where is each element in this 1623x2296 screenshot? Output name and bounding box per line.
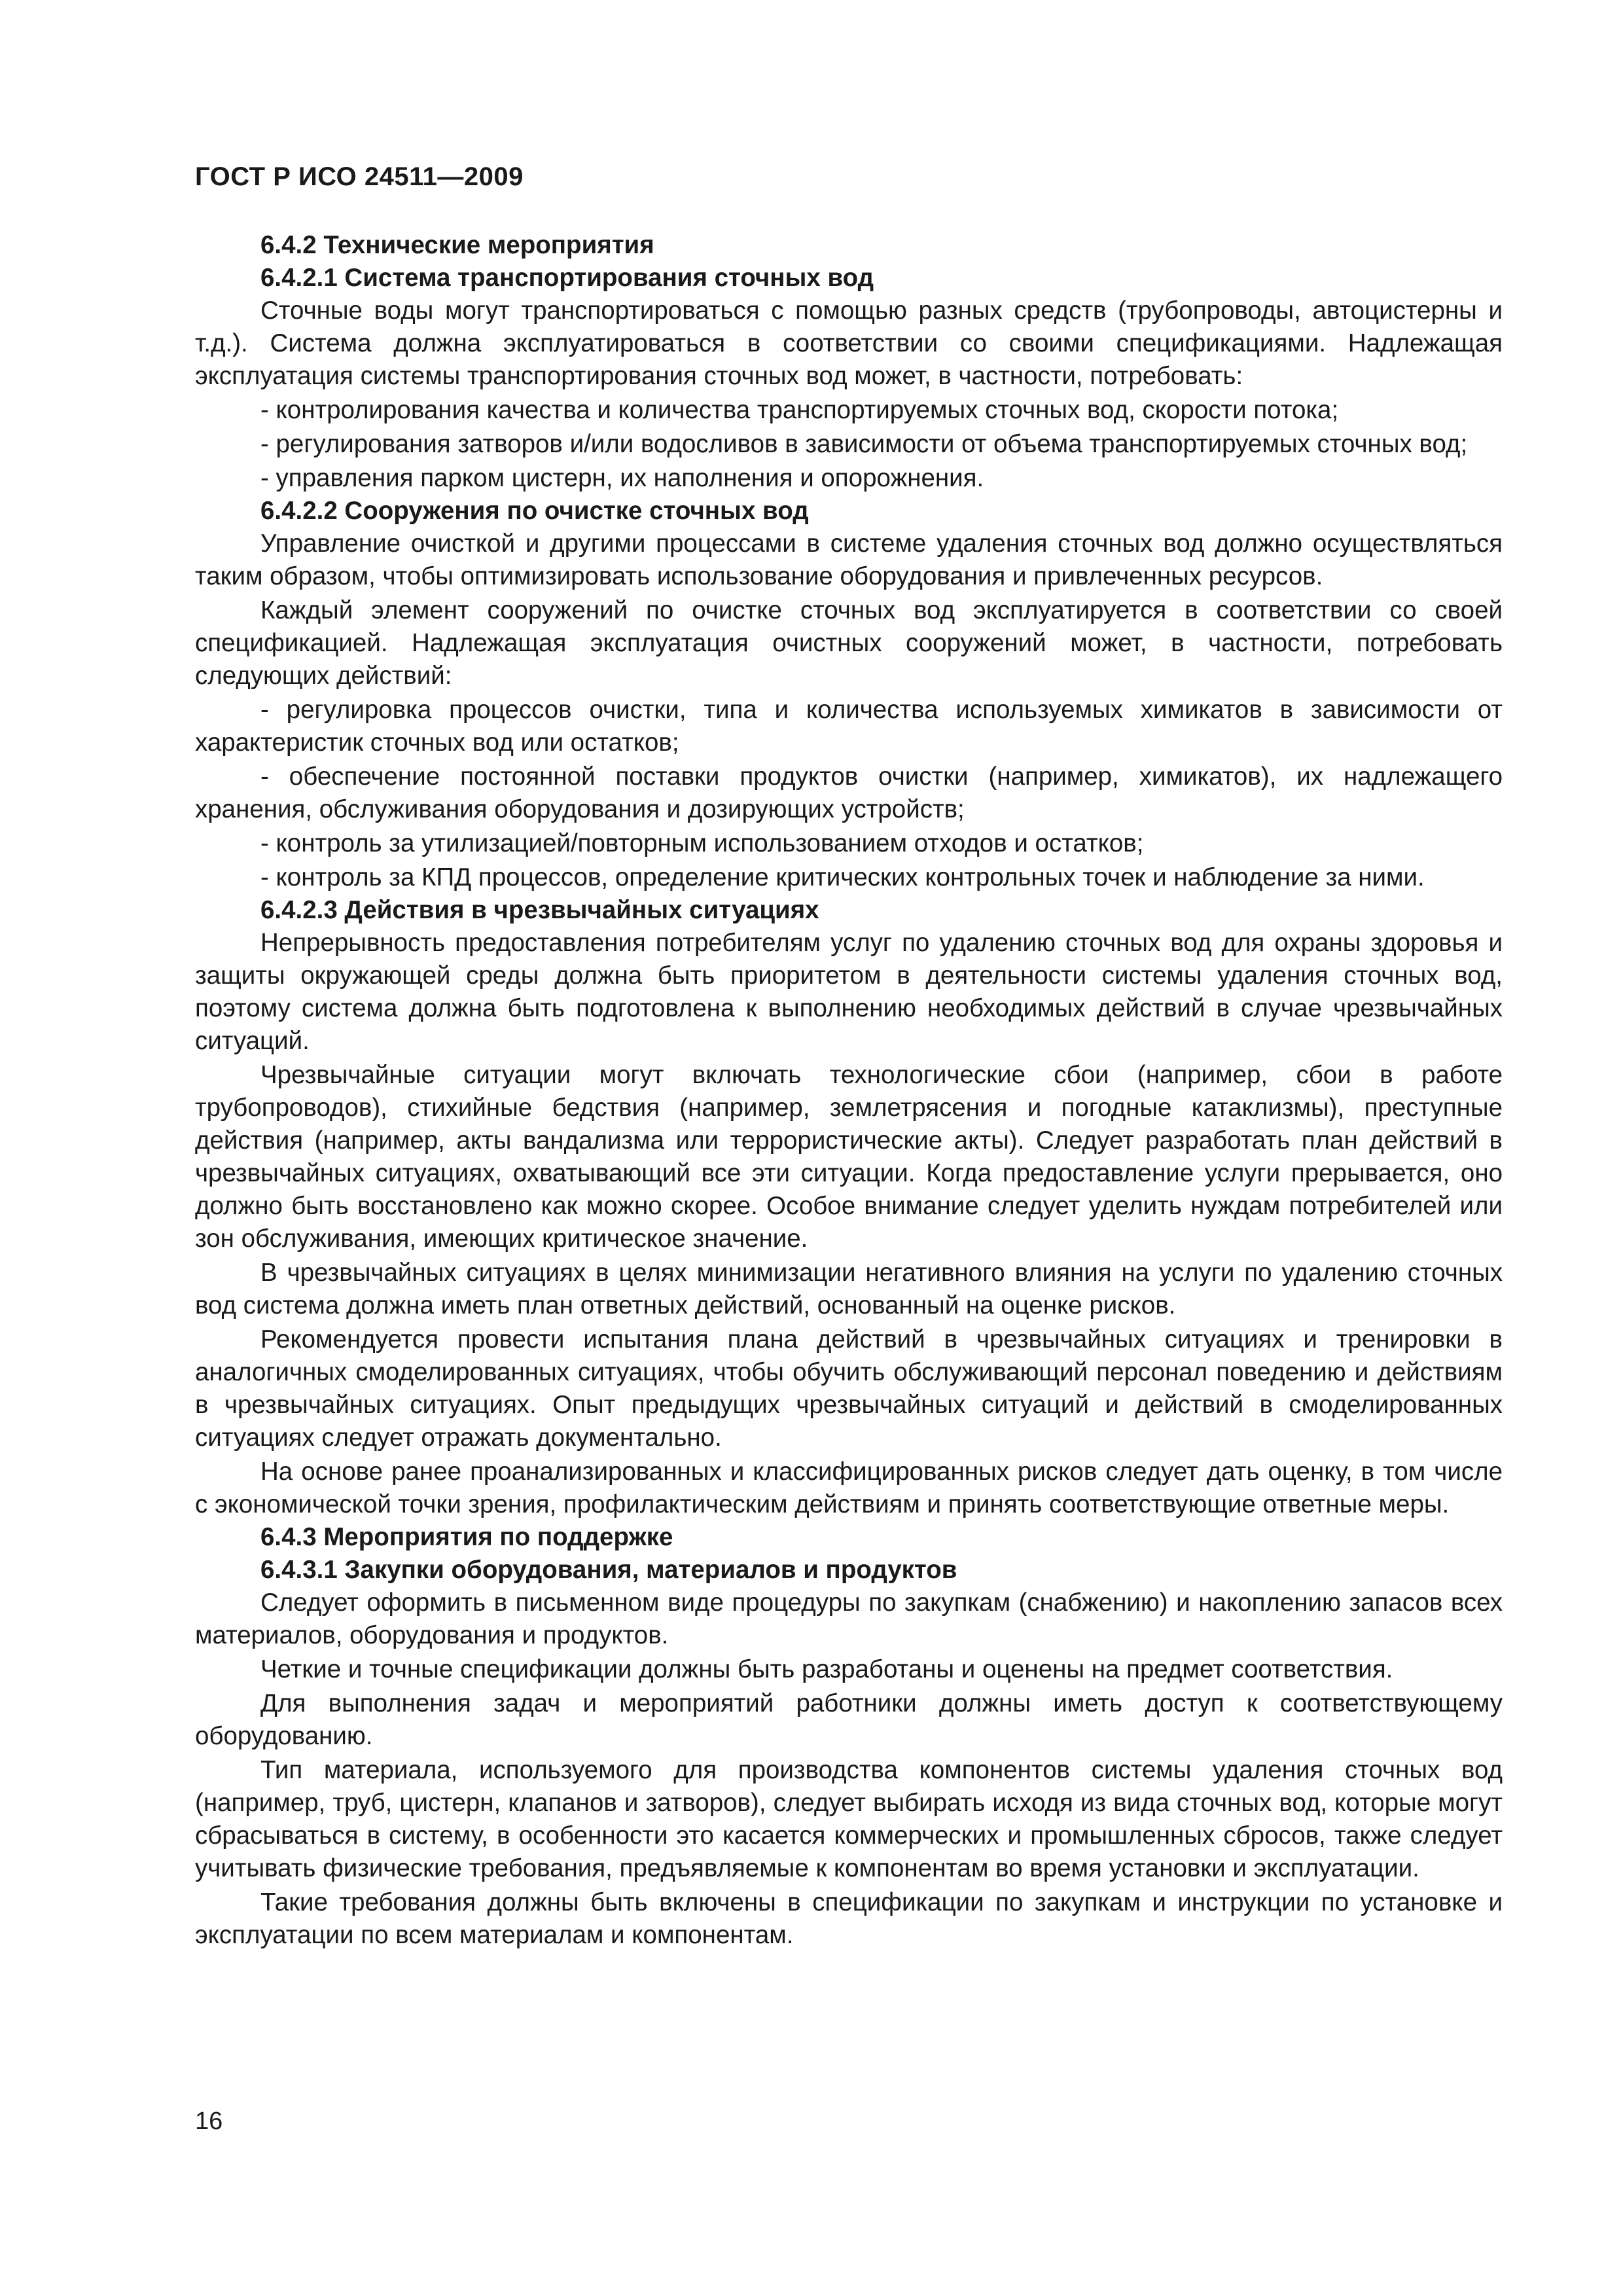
paragraph: Четкие и точные спецификации должны быть разработаны и оценены на предмет соответствия. [260, 1655, 1393, 1683]
list-item: - обеспечение постоянной поставки продуктов очистки (например, химикатов), их надлежащего хранения, обслуживания оборудования и дозирующих устройств; [195, 762, 1503, 823]
section-heading: 6.4.2.2 Сооружения по очистке сточных вод [260, 497, 809, 525]
paragraph: Непрерывность предоставления потребителям услуг по удалению сточных вод для охраны здоровья и защиты окружающей среды должна быть приоритетом в деятельности системы удаления сточных вод, поэтому система должна быть подготовлена к выполнению необходимых действий в случае чрезвычайных ситуаций. [195, 929, 1503, 1055]
section-heading: 6.4.3.1 Закупки оборудования, материалов и продуктов [260, 1556, 957, 1584]
list-item: - контроль за утилизацией/повторным использованием отходов и остатков; [260, 829, 1144, 857]
section-heading: 6.4.2 Технические мероприятия [260, 231, 654, 259]
paragraph: Чрезвычайные ситуации могут включать технологические сбои (например, сбои в работе трубопроводов), стихийные бедствия (например, землетрясения и погодные катаклизмы), преступные действия (например, акты вандализма или террористические акты). Следует разработать план действий в чрезвычайных ситуациях, охватывающий все эти ситуации. Когда предоставление услуги прерывается, оно должно быть восстановлено как можно скорее. Особое внимание следует уделить нуждам потребителей или зон обслуживания, имеющих критическое значение. [195, 1061, 1503, 1253]
list-item: - регулирования затворов и/или водосливов в зависимости от объема транспортируемых сточных вод; [260, 430, 1468, 458]
paragraph: Тип материала, используемого для производства компонентов системы удаления сточных вод (например, труб, цистерн, клапанов и затворов), следует выбирать исходя из вида сточных вод, которые могут сбрасываться в систему, в особенности это касается коммерческих и промышленных сбросов, также следует учитывать физические требования, предъявляемые к компонентам во время установки и эксплуатации. [195, 1756, 1503, 1882]
list-item: - регулировка процессов очистки, типа и количества используемых химикатов в зависимости от характеристик сточных вод или остатков; [195, 696, 1503, 757]
section-heading: 6.4.2.1 Система транспортирования сточных вод [260, 264, 874, 292]
section-heading: 6.4.2.3 Действия в чрезвычайных ситуациях [260, 896, 819, 924]
section-heading: 6.4.3 Мероприятия по поддержке [260, 1523, 673, 1551]
paragraph: Сточные воды могут транспортироваться с помощью разных средств (трубопроводы, автоцистерны и т.д.). Система должна эксплуатироваться в соответствии со своими спецификациями. Надлежащая эксплуатация системы транспортирования сточных вод может, в частности, потребовать: [195, 296, 1503, 390]
paragraph: Следует оформить в письменном виде процедуры по закупкам (снабжению) и накоплению запасов всех материалов, оборудования и продуктов. [195, 1588, 1503, 1649]
document-body [195, 229, 1503, 1952]
paragraph: Каждый элемент сооружений по очистке сточных вод эксплуатируется в соответствии со своей спецификацией. Надлежащая эксплуатация очистных сооружений может, в частности, потребовать следующих действий: [195, 596, 1503, 690]
paragraph: В чрезвычайных ситуациях в целях минимизации негативного влияния на услуги по удалению сточных вод система должна иметь план ответных действий, основанный на оценке рисков. [195, 1259, 1503, 1319]
paragraph: Управление очисткой и другими процессами в системе удаления сточных вод должно осуществляться таким образом, чтобы оптимизировать использование оборудования и привлеченных ресурсов. [195, 529, 1503, 590]
paragraph: Такие требования должны быть включены в спецификации по закупкам и инструкции по установке и эксплуатации по всем материалам и компонентам. [195, 1888, 1503, 1949]
page-number: 16 [195, 2108, 223, 2135]
paragraph: Для выполнения задач и мероприятий работники должны иметь доступ к соответствующему оборудованию. [195, 1689, 1503, 1750]
paragraph: Рекомендуется провести испытания плана действий в чрезвычайных ситуациях и тренировки в аналогичных смоделированных ситуациях, чтобы обучить обслуживающий персонал поведению и действиям в чрезвычайных ситуациях. Опыт предыдущих чрезвычайных ситуаций и действий в смоделированных ситуациях следует отражать документально. [195, 1325, 1503, 1452]
list-item: - контроль за КПД процессов, определение критических контрольных точек и наблюдение за ними. [260, 863, 1425, 891]
document-header-code: ГОСТ Р ИСО 24511—2009 [195, 162, 524, 191]
list-item: - контролирования качества и количества транспортируемых сточных вод, скорости потока; [260, 396, 1339, 424]
paragraph: На основе ранее проанализированных и классифицированных рисков следует дать оценку, в том числе с экономической точки зрения, профилактическим действиям и принять соответствующие ответные меры. [195, 1458, 1503, 1518]
list-item: - управления парком цистерн, их наполнения и опорожнения. [260, 464, 984, 492]
